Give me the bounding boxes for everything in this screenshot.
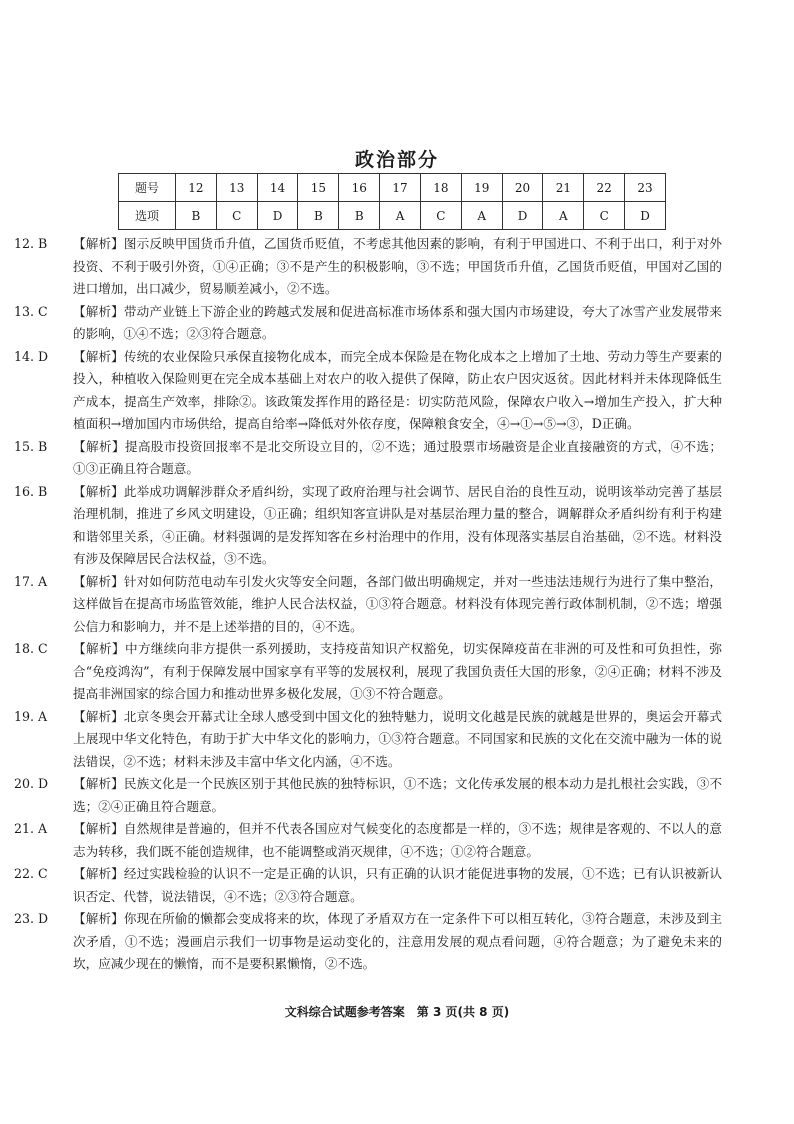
item-number: 23. D xyxy=(14,911,49,926)
explanation-item xyxy=(14,773,722,818)
answer-option-cell: C xyxy=(216,202,257,230)
question-number-cell: 21 xyxy=(543,174,584,202)
answer-option-cell: A xyxy=(543,202,584,230)
item-number: 20. D xyxy=(14,776,49,791)
section-title: 政治部分 xyxy=(354,149,439,171)
item-text: 【解析】民族文化是一个民族区别于其他民族的独特标识，①不选；文化传承发展的根本动力是扎根社会实践，③不选；②④正确且符合题意。 xyxy=(73,776,722,814)
item-number: 19. A xyxy=(14,708,48,724)
question-number-cell: 12 xyxy=(176,174,217,202)
answer-option-cell: D xyxy=(257,202,298,230)
explanation-list xyxy=(14,233,722,976)
answer-option-cell: B xyxy=(339,202,380,230)
item-text: 【解析】自然规律是普遍的，但并不代表各国应对气候变化的态度都是一样的，③不选；规律是客观的、不以人的意志为转移，我们既不能创造规律，也不能调整或消灭规律，④不选；①②符合题意。 xyxy=(73,821,722,859)
explanation-item xyxy=(14,301,722,346)
item-text: 【解析】图示反映甲国货币升值，乙国货币贬值，不考虑其他因素的影响，有利于甲国进口、不利于出口，利于对外投资、不利于吸引外资，①④正确；③不是产生的积极影响，③不选；甲国货币升值，乙国货币贬值，甲国对乙国的进口增加，出口减少，贸易顺差减小，②不选。 xyxy=(73,236,722,296)
item-number: 15. B xyxy=(14,438,48,454)
item-text: 【解析】此举成功调解涉群众矛盾纠纷，实现了政府治理与社会调节、居民自治的良性互动，说明该举动完善了基层治理机制，推进了乡风文明建设，①正确；组织知客宣讲队是对基层治理力量的整合，调解群众矛盾纠纷有利于构建和谐邻里关系，④正确。材料强调的是发挥知客在乡村治理中的作用，没有体现落实基层自治基础，②不选。材料没有涉及保障居民合法权益，③不选。 xyxy=(73,483,722,566)
row-label-number: 题号 xyxy=(119,174,176,202)
item-text: 【解析】北京冬奥会开幕式让全球人感受到中国文化的独特魅力，说明文化越是民族的就越是世界的，奥运会开幕式上展现中华文化特色，有助于扩大中华文化的影响力，①③符合题意。不同国家和民族的文化在交流中融为一体的说法错误，②不选；材料未涉及丰富中华文化内涵，④不选。 xyxy=(73,708,722,769)
answer-table-number-row xyxy=(119,174,666,202)
question-number-cell: 18 xyxy=(420,174,461,202)
explanation-item xyxy=(14,908,722,976)
page-footer: 文科综合试题参考答案 第 3 页(共 8 页) xyxy=(284,1005,510,1019)
item-text: 【解析】中方继续向非方提供一系列援助，支持疫苗知识产权豁免，切实保障疫苗在非洲的可及性和可负担性，弥合“免疫鸿沟”，有利于保障发展中国家享有平等的发展权利，展现了我国负责任大国的形象，②④正确；材料不涉及提高非洲国家的综合国力和推动世界多极化发展，①③不符合题意。 xyxy=(73,641,722,701)
item-number: 22. C xyxy=(14,866,48,881)
answer-table-option-row xyxy=(119,202,666,230)
answer-option-cell: D xyxy=(502,202,543,230)
item-text: 【解析】针对如何防范电动车引发火灾等安全问题，各部门做出明确规定，并对一些违法违规行为进行了集中整治，这样做旨在提高市场监管效能，维护人民合法权益，①③符合题意。材料没有体现完善行政体制机制，②不选；增强公信力和影响力，并不是上述举措的目的，④不选。 xyxy=(73,573,722,634)
item-number: 17. A xyxy=(14,573,48,589)
explanation-item xyxy=(14,346,722,436)
item-number: 16. B xyxy=(14,483,48,499)
question-number-cell: 19 xyxy=(461,174,502,202)
question-number-cell: 17 xyxy=(380,174,421,202)
item-number: 12. B xyxy=(14,236,48,251)
item-text: 【解析】经过实践检验的认识不一定是正确的认识，只有正确的认识才能促进事物的发展，①不选；已有认识被新认识否定、代替，说法错误，④不选；②③符合题意。 xyxy=(73,866,722,904)
question-number-cell: 23 xyxy=(625,174,666,202)
question-number-cell: 15 xyxy=(298,174,339,202)
item-number: 21. A xyxy=(14,821,48,836)
item-number: 18. C xyxy=(14,641,48,656)
item-text: 【解析】提高股市投资回报率不是北交所设立目的，②不选；通过股票市场融资是企业直接融资的方式，④不选；①③正确且符合题意。 xyxy=(73,438,722,476)
explanation-item xyxy=(14,436,722,481)
item-text: 【解析】带动产业链上下游企业的跨越式发展和促进高标准市场体系和强大国内市场建设，夸大了冰雪产业发展带来的影响，①④不选；②③符合题意。 xyxy=(73,303,722,341)
explanation-item xyxy=(14,233,722,301)
row-label-option: 选项 xyxy=(119,202,176,230)
explanation-item xyxy=(14,863,722,908)
item-number: 14. D xyxy=(14,348,49,364)
answer-table xyxy=(118,173,666,230)
answer-option-cell: B xyxy=(176,202,217,230)
answer-option-cell: C xyxy=(584,202,625,230)
item-text: 【解析】传统的农业保险只承保直接物化成本，而完全成本保险是在物化成本之上增加了土地、劳动力等生产要素的投入，种植收入保险则更在完全成本基础上对农户的收入提供了保障，防止农户因灾返贫。因此材料并未体现降低生产成本，提高生产效率，排除②。该政策发挥作用的路径是：切实防范风险，保障农户收入→增加生产投入，扩大种植面积→增加国内市场供给，提高自给率→降低对外依存度，保障粮食安全，④→①→⑤→③，D正确。 xyxy=(73,348,722,431)
explanation-item xyxy=(14,571,722,639)
explanation-item xyxy=(14,638,722,706)
answer-option-cell: C xyxy=(420,202,461,230)
answer-option-cell: B xyxy=(298,202,339,230)
question-number-cell: 14 xyxy=(257,174,298,202)
question-number-cell: 16 xyxy=(339,174,380,202)
answer-option-cell: A xyxy=(380,202,421,230)
question-number-cell: 22 xyxy=(584,174,625,202)
explanation-item xyxy=(14,706,722,774)
question-number-cell: 13 xyxy=(216,174,257,202)
item-text: 【解析】你现在所偷的懒都会变成将来的坎，体现了矛盾双方在一定条件下可以相互转化，③符合题意，未涉及到主次矛盾，①不选；漫画启示我们一切事物是运动变化的，注意用发展的观点看问题，④符合题意；为了避免未来的坎，应减少现在的懒惰，而不是要积累懒惰，②不选。 xyxy=(73,911,722,971)
item-number: 13. C xyxy=(14,303,48,319)
explanation-item xyxy=(14,818,722,863)
answer-option-cell: D xyxy=(625,202,666,230)
question-number-cell: 20 xyxy=(502,174,543,202)
answer-option-cell: A xyxy=(461,202,502,230)
explanation-item xyxy=(14,481,722,571)
